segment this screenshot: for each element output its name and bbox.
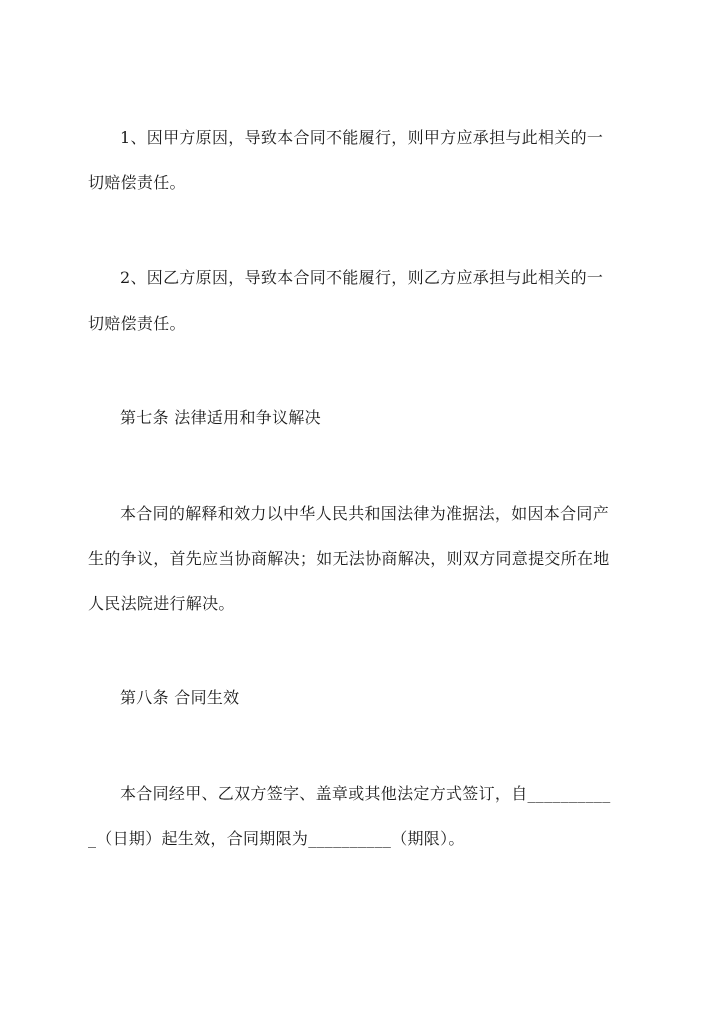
clause-item-2-line-2: 切赔偿责任。 [88, 314, 186, 333]
article-7-line-1: 本合同的解释和效力以中华人民共和国法律为准据法，如因本合同产 [120, 504, 610, 523]
article-8-line-2: _（日期）起生效，合同期限为__________（期限）。 [88, 829, 465, 848]
article-7-heading: 第七条 法律适用和争议解决 [120, 408, 321, 427]
clause-item-1-line-1: 1、因甲方原因，导致本合同不能履行，则甲方应承担与此相关的一 [120, 128, 604, 147]
clause-item-2-line-1: 2、因乙方原因，导致本合同不能履行，则乙方应承担与此相关的一 [120, 268, 604, 287]
article-7-line-2: 生的争议，首先应当协商解决；如无法协商解决，则双方同意提交所在地 [88, 549, 610, 568]
article-8-heading: 第八条 合同生效 [120, 688, 240, 707]
article-7-line-3: 人民法院进行解决。 [88, 594, 235, 613]
article-8-line-1: 本合同经甲、乙双方签字、盖章或其他法定方式签订，自__________ [120, 784, 611, 803]
clause-item-1-line-2: 切赔偿责任。 [88, 173, 186, 192]
